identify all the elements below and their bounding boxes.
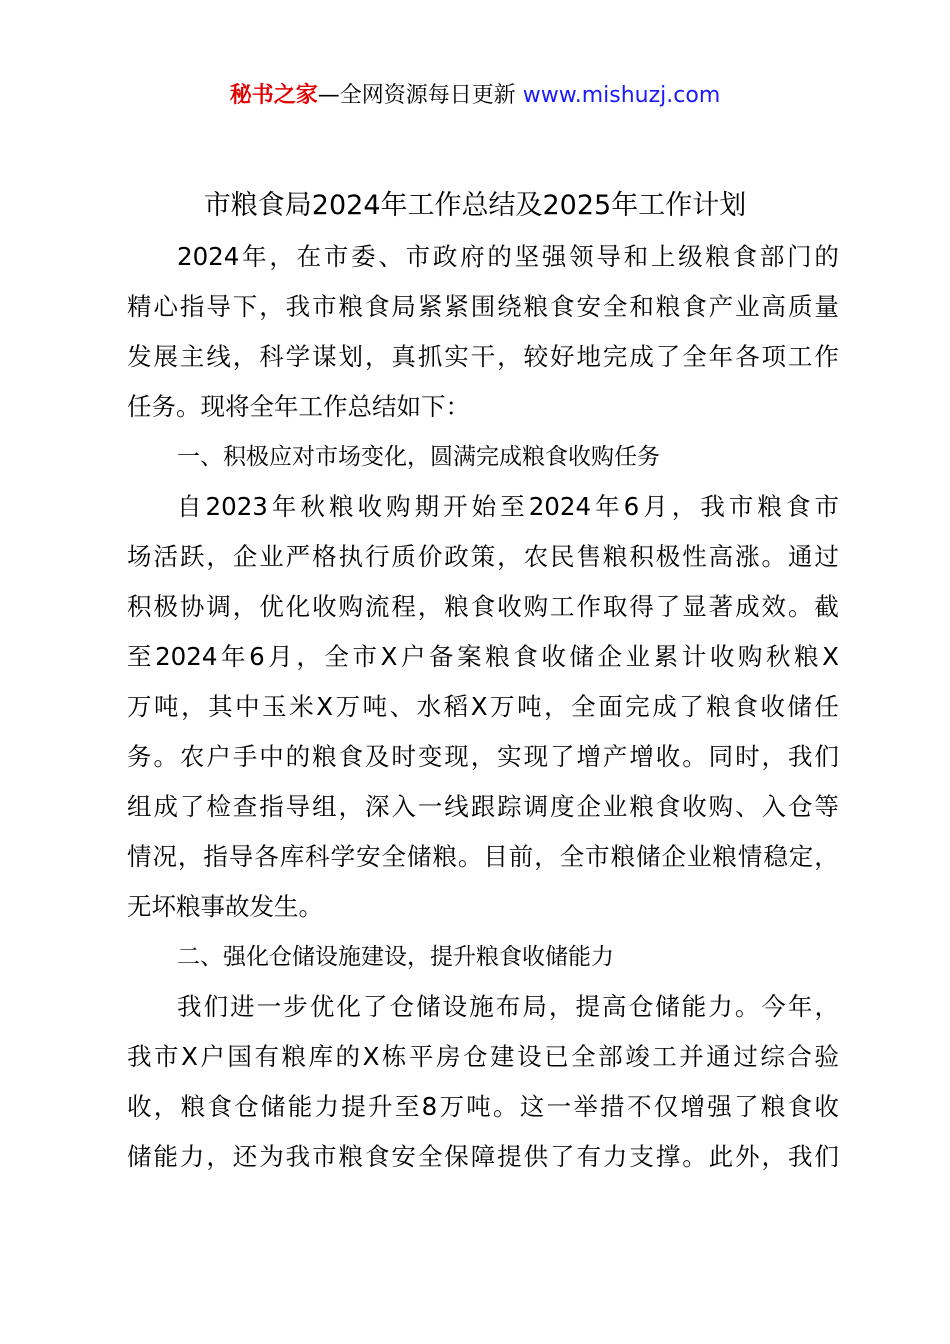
section-heading: 一、积极应对市场变化，圆满完成粮食收购任务: [177, 444, 660, 470]
header-tagline: —全网资源每日更新: [317, 83, 523, 108]
paragraph-line: 情 况 ， 指 导 各 库 科 学 安 全 储 粮 。 目 前 ， 全 市 粮 储 企 业 粮 情 稳 定 ，: [127, 842, 839, 871]
document-body: [127, 232, 839, 1182]
brand-name: 秘书之家: [229, 83, 318, 108]
paragraph-line: 场 活 跃 ， 企 业 严 格 执 行 质 价 政 策 ， 农 民 售 粮 积 极 性 高 涨 。 通 过: [127, 542, 839, 571]
site-url-link[interactable]: www.mishuzj.com: [522, 83, 721, 108]
site-header: [0, 80, 950, 112]
document-title: 市粮食局2024年工作总结及2025年工作计划: [203, 190, 747, 221]
paragraph-line: 发 展 主 线 ， 科 学 谋 划 ， 真 抓 实 干 ， 较 好 地 完 成 了 全 年 各 项 工 作: [127, 342, 839, 371]
paragraph-line: 我 们 进 一 步 优 化 了 仓 储 设 施 布 局 ， 提 高 仓 储 能 力 。 今 年 ，: [177, 992, 839, 1021]
paragraph-line: 组 成 了 检 查 指 导 组 ， 深 入 一 线 跟 踪 调 度 企 业 粮 食 收 购 、 入 仓 等: [127, 792, 839, 821]
paragraph-line: 万 吨 ， 其 中 玉 米 X 万 吨 、 水 稻 X 万 吨 ， 全 面 完 成 了 粮 食 收 储 任: [127, 692, 839, 721]
paragraph-line: 至 2024 年 6 月 ， 全 市 X 户 备 案 粮 食 收 储 企 业 累 计 收 购 秋 粮 X: [127, 642, 839, 671]
paragraph-line: 自 2023 年 秋 粮 收 购 期 开 始 至 2024 年 6 月 ， 我 市 粮 食 市: [177, 492, 839, 521]
paragraph-line: 储 能 力 ， 还 为 我 市 粮 食 安 全 保 障 提 供 了 有 力 支 撑 。 此 外 ， 我 们: [127, 1142, 839, 1171]
paragraph-line: 务 。 农 户 手 中 的 粮 食 及 时 变 现 ， 实 现 了 增 产 增 收 。 同 时 ， 我 们: [127, 742, 839, 771]
section-heading: 二、强化仓储设施建设，提升粮食收储能力: [177, 944, 614, 970]
paragraph-line: 任务。现将全年工作总结如下：: [127, 392, 470, 421]
paragraph-line: 积 极 协 调 ， 优 化 收 购 流 程 ， 粮 食 收 购 工 作 取 得 了 显 著 成 效 。 截: [127, 592, 839, 621]
paragraph-line: 2024 年 ， 在 市 委 、 市 政 府 的 坚 强 领 导 和 上 级 粮 食 部 门 的: [177, 242, 839, 271]
paragraph-line: 收 ， 粮 食 仓 储 能 力 提 升 至 8 万 吨 。 这 一 举 措 不 仅 增 强 了 粮 食 收: [127, 1092, 839, 1121]
paragraph-line: 无坏粮事故发生。: [127, 892, 323, 921]
paragraph-line: 精 心 指 导 下 ， 我 市 粮 食 局 紧 紧 围 绕 粮 食 安 全 和 粮 食 产 业 高 质 量: [127, 292, 839, 321]
paragraph-line: 我 市 X 户 国 有 粮 库 的 X 栋 平 房 仓 建 设 已 全 部 竣 工 并 通 过 综 合 验: [127, 1042, 839, 1071]
